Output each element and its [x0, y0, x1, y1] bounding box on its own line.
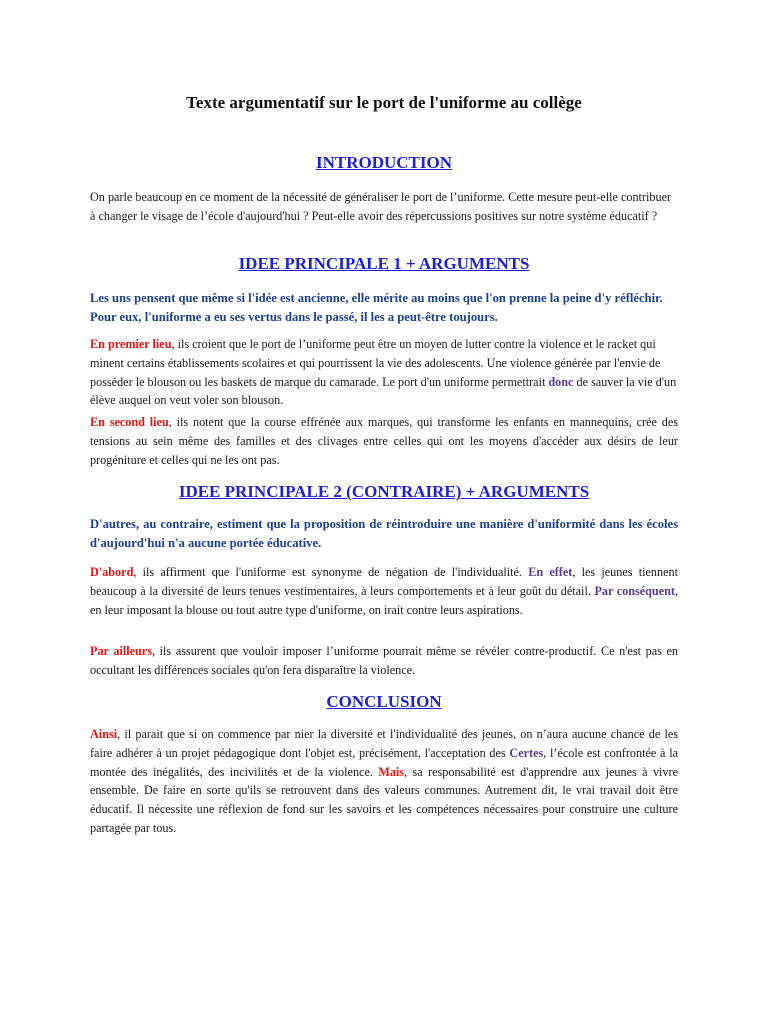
- connector-donc: donc: [548, 374, 574, 389]
- conclusion-text-c: , sa responsabilité est d'apprendre aux jeunes à vivre ensemble. De faire en sorte qu'ils se retrouvent dans des valeurs communes. Autrement dit, le vrai travail doit être éducatif. Il nécessite une réflexion de fond sur les savoirs et les compétences nécessaires pour construire une culture partagée par tous.: [90, 764, 678, 835]
- heading-conclusion: CONCLUSION: [326, 692, 442, 711]
- connector-d-abord: D'abord: [90, 565, 134, 579]
- idee1-argument-1-text-a: , ils croient que le port de l’uniforme peut être un moyen de lutter contre la violence et le racket qui minent certains établissements scolaires et qui pourrissent la vie des adolescents. Une violence générée par l'envie de posséder le blouson ou les baskets de marque du camarade. Le port d'un uniforme permettrait: [90, 337, 661, 389]
- idee2-argument-1-text-c: , en leur imposant la blouse ou tout autre type d'uniforme, on irait contre leurs aspirations.: [90, 583, 679, 617]
- heading-idee-principale-1: IDEE PRINCIPALE 1 + ARGUMENTS: [238, 254, 530, 273]
- idee1-argument-1-text-b: de sauver la vie d'un élève auquel on veut voler son blouson.: [90, 374, 677, 408]
- idee2-argument-1: [90, 563, 678, 619]
- idee2-argument-2: [90, 642, 678, 680]
- introduction-paragraph: On parle beaucoup en ce moment de la nécessité de généraliser le port de l’uniforme. Cette mesure peut-elle contribuer à changer le visage de l’école d'aujourd'hui ? Peut-elle avoir des répercussions positives sur notre système éducatif ?: [90, 190, 672, 223]
- connector-en-second-lieu: En second lieu: [90, 415, 169, 429]
- idee1-argument-2-text: , ils notent que la course effrénée aux marques, qui transforme les enfants en mannequins, crée des tensions au sein même des familles et des clivages entre celles qui ont les moyens d'accéder aux désirs de leur progéniture et celles qui ne les ont pas.: [90, 415, 678, 467]
- idee2-argument-1-text-b: , les jeunes tiennent beaucoup à la diversité de leurs tenues vestimentaires, à leurs comportements et à leur goût du détail.: [90, 565, 678, 598]
- conclusion-text-b: , l’école est confrontée à la montée des inégalités, des incivilités et de la violence.: [90, 745, 678, 779]
- connector-en-effet: En effet: [528, 565, 573, 579]
- connector-certes: Certes: [509, 745, 544, 760]
- connector-mais: Mais: [378, 764, 405, 779]
- idee2-argument-1-text-a: , ils affirment que l'uniforme est synonyme de négation de l'individualité.: [133, 565, 529, 579]
- conclusion-text-a: , il parait que si on commence par nier la diversité et l'individualité des jeunes, on n’aura aucune chance de les faire adhérer à un projet pédagogique dont l'objet est, précisément, l'acceptation des: [90, 727, 678, 760]
- heading-introduction: INTRODUCTION: [315, 153, 453, 172]
- connector-en-premier-lieu: En premier lieu: [90, 337, 172, 351]
- idee2-thesis: D'autres, au contraire, estiment que la proposition de réintroduire une manière d'uniformité dans les écoles d'aujourd'hui n'a aucune portée éducative.: [90, 517, 678, 550]
- idee1-argument-2: [90, 413, 678, 469]
- conclusion-paragraph: [90, 725, 678, 838]
- idee1-argument-1: [90, 335, 678, 410]
- connector-ainsi: Ainsi: [90, 727, 118, 741]
- connector-par-ailleurs: Par ailleurs: [90, 644, 152, 658]
- heading-idee-principale-2: IDEE PRINCIPALE 2 (CONTRAIRE) + ARGUMENTS: [178, 482, 590, 501]
- document-title: Texte argumentatif sur le port de l'uniforme au collège: [186, 93, 582, 112]
- connector-par-consequent: Par conséquent: [594, 583, 675, 598]
- idee1-thesis: Les uns pensent que même si l'idée est ancienne, elle mérite au moins que l'on prenne la peine d'y réfléchir. Pour eux, l'uniforme a eu ses vertus dans le passé, il les a peut-être toujours.: [90, 291, 663, 324]
- idee2-argument-2-text: , ils assurent que vouloir imposer l’uniforme pourrait même se révéler contre-productif. Ce n'est pas en occultant les différences sociales qu'on fera disparaître la violence.: [90, 644, 678, 677]
